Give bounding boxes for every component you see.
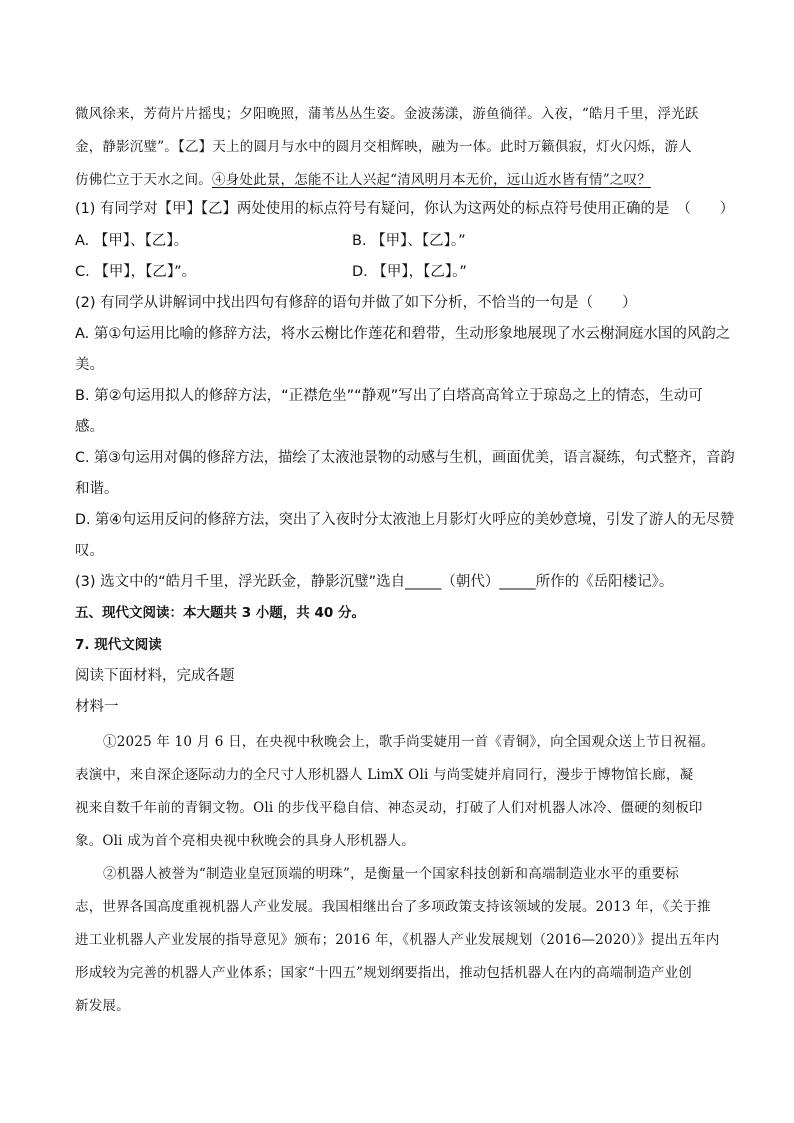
question-2-option-b[interactable]: B. 第②句运用拟人的修辞方法，“正襟危坐”“静观”写出了白塔高高耸立于琼岛之上的情态，生动可 [75,388,703,404]
material-1-p1-line-2: 表演中，来自深企逐际动力的全尺寸人形机器人 LimX Oli 与尚雯婕并肩同行，漫步于博物馆长廊，凝 [75,767,694,783]
material-1-p2-line-3: 进工业机器人产业发展的指导意见》颁布；2016 年，《机器人产业发展规划（2016—2020）》提出五年内 [75,932,720,948]
material-1-p2-line-1: ②机器人被誉为“制造业皇冠顶端的明珠”，是衡量一个国家科技创新和高端制造业水平的重要标 [103,866,679,882]
question-3-text: (3) 选文中的“皓月千里，浮光跃金，静影沉璧”选自_____（朝代）_____所作的《岳阳楼记》。 [75,574,674,590]
question-2-option-a[interactable]: A. 第①句运用比喻的修辞方法，将水云榭比作莲花和碧带，生动形象地展现了水云榭洞庭水国的风韵之 [75,326,731,342]
question-1-option-d[interactable]: D. 【甲】，【乙】。” [352,264,467,280]
section-5-heading: 五、现代文阅读：本大题共 3 小题，共 40 分。 [75,605,365,621]
question-2-stem: (2) 有同学从讲解词中找出四句有修辞的语句并做了如下分析，不恰当的一句是（ ） [75,295,637,311]
question-1-stem: (1) 有同学对【甲】【乙】两处使用的标点符号有疑问，你认为这两处的标点符号使用正确的是 （ ） [75,201,735,217]
question-2-option-c[interactable]: C. 第③句运用对偶的修辞方法，描绘了太液池景物的动感与生机，画面优美，语言凝练，句式整齐，音韵 [75,450,735,466]
question-2-option-d-cont: 叹。 [75,543,104,559]
question-2-option-d[interactable]: D. 第④句运用反问的修辞方法，突出了入夜时分太液池上月影灯火呼应的美妙意境，引发了游人的无尽赞 [75,512,735,528]
question-2-option-b-cont: 感。 [75,419,104,435]
question-1-option-c[interactable]: C. 【甲】，【乙】”。 [75,264,197,280]
reading-instruction: 阅读下面材料，完成各题 [75,668,235,684]
sentence-4-underlined: ④身处此景，怎能不让人兴起“清风明月本无价，远山近水皆有情”之叹？ [212,172,651,188]
passage-line-3 [75,168,651,188]
material-1-p1-line-4: 象。Oli 成为首个亮相央视中秋晚会的具身人形机器人。 [75,833,415,849]
passage-line-3-text: 仿佛伫立于天水之间。 [75,172,212,188]
passage-line-2: 金，静影沉璧”。【乙】天上的圆月与水中的圆月交相辉映，融为一体。此时万籁俱寂，灯火闪烁，游人 [75,139,692,155]
question-7-title: 7. 现代文阅读 [75,637,162,653]
material-1-p1-line-3: 视来自数千年前的青铜文物。Oli 的步伐平稳自信、神态灵动，打破了人们对机器人冰冷、僵硬的刻板印 [75,800,703,816]
question-2-option-a-cont: 美。 [75,357,104,373]
question-1-option-a[interactable]: A. 【甲】、【乙】。 [75,233,189,249]
material-1-p2-line-2: 志，世界各国高度重视机器人产业发展。我国相继出台了多项政策支持该领域的发展。2013 年，《关于推 [75,899,711,915]
material-1-p2-line-5: 新发展。 [75,998,130,1014]
material-1-p1-line-1: ①2025 年 10 月 6 日，在央视中秋晚会上，歌手尚雯婕用一首《青铜》，向全国观众送上节日祝福。 [103,734,715,750]
material-1-p2-line-4: 形成较为完善的机器人产业体系；国家“十四五”规划纲要指出，推动包括机器人在内的高端制造产业创 [75,965,693,981]
question-2-option-c-cont: 和谐。 [75,481,119,497]
material-1-label: 材料一 [75,699,119,715]
passage-line-1: 微风徐来，芳荷片片摇曳；夕阳晚照，蒲苇丛丛生姿。金波荡漾，游鱼徜徉。入夜，“皓月千里，浮光跃 [75,106,699,122]
question-1-option-b[interactable]: B. 【甲】、【乙】。” [352,233,466,249]
